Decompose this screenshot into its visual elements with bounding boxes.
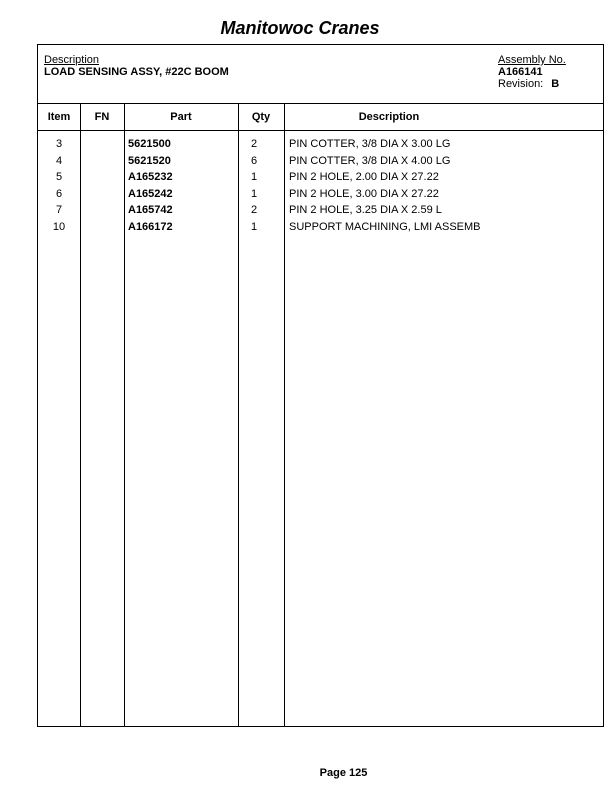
revision	[498, 78, 566, 90]
table-row	[38, 221, 603, 238]
assembly-label: Assembly No.	[498, 54, 566, 66]
description-cell: PIN COTTER, 3/8 DIA X 4.00 LG	[289, 154, 451, 167]
item-cell: 6	[55, 187, 63, 200]
qty-cell: 2	[250, 204, 258, 216]
table-row	[38, 204, 603, 221]
qty-cell: 1	[250, 171, 258, 183]
col-qty: Qty	[251, 111, 271, 123]
item-cell: 5	[55, 171, 63, 183]
description-label: Description	[44, 54, 100, 66]
part-cell: A165242	[128, 187, 173, 200]
table-row	[38, 155, 603, 172]
item-cell: 10	[52, 220, 66, 233]
part-cell: 5621520	[128, 154, 171, 167]
description-value: LOAD SENSING ASSY, #22C BOOM	[44, 66, 229, 78]
table-row	[38, 171, 603, 188]
description-cell: PIN 2 HOLE, 3.00 DIA X 27.22	[289, 187, 439, 200]
page-title: Manitowoc Cranes	[220, 18, 380, 38]
assembly-block	[498, 54, 566, 90]
col-description: Description	[358, 111, 420, 123]
description-cell: PIN 2 HOLE, 2.00 DIA X 27.22	[289, 171, 439, 183]
qty-cell: 1	[250, 220, 258, 233]
table-row	[38, 188, 603, 205]
description-cell: PIN 2 HOLE, 3.25 DIA X 2.59 L	[289, 204, 442, 216]
item-cell: 3	[55, 138, 63, 150]
assembly-number: A166141	[498, 66, 543, 78]
assembly-header	[38, 45, 603, 104]
column-header-row	[38, 104, 603, 131]
description-block	[44, 54, 229, 78]
part-cell: A165232	[128, 171, 173, 183]
item-cell: 4	[55, 154, 63, 167]
part-cell: 5621500	[128, 138, 171, 150]
col-fn: FN	[94, 111, 110, 123]
item-cell: 7	[55, 204, 63, 216]
qty-cell: 6	[250, 154, 258, 167]
parts-list-frame	[37, 44, 604, 727]
description-cell: SUPPORT MACHINING, LMI ASSEMB	[289, 220, 481, 233]
parts-table-body	[38, 138, 603, 237]
revision-value: B	[551, 78, 560, 90]
revision-label: Revision:	[498, 78, 544, 90]
qty-cell: 2	[250, 138, 258, 150]
qty-cell: 1	[250, 187, 258, 200]
col-item: Item	[47, 111, 71, 123]
page-number: Page 125	[319, 767, 368, 779]
part-cell: A165742	[128, 204, 173, 216]
description-cell: PIN COTTER, 3/8 DIA X 3.00 LG	[289, 138, 451, 150]
part-cell: A166172	[128, 220, 173, 233]
col-part: Part	[170, 111, 192, 123]
table-row	[38, 138, 603, 155]
